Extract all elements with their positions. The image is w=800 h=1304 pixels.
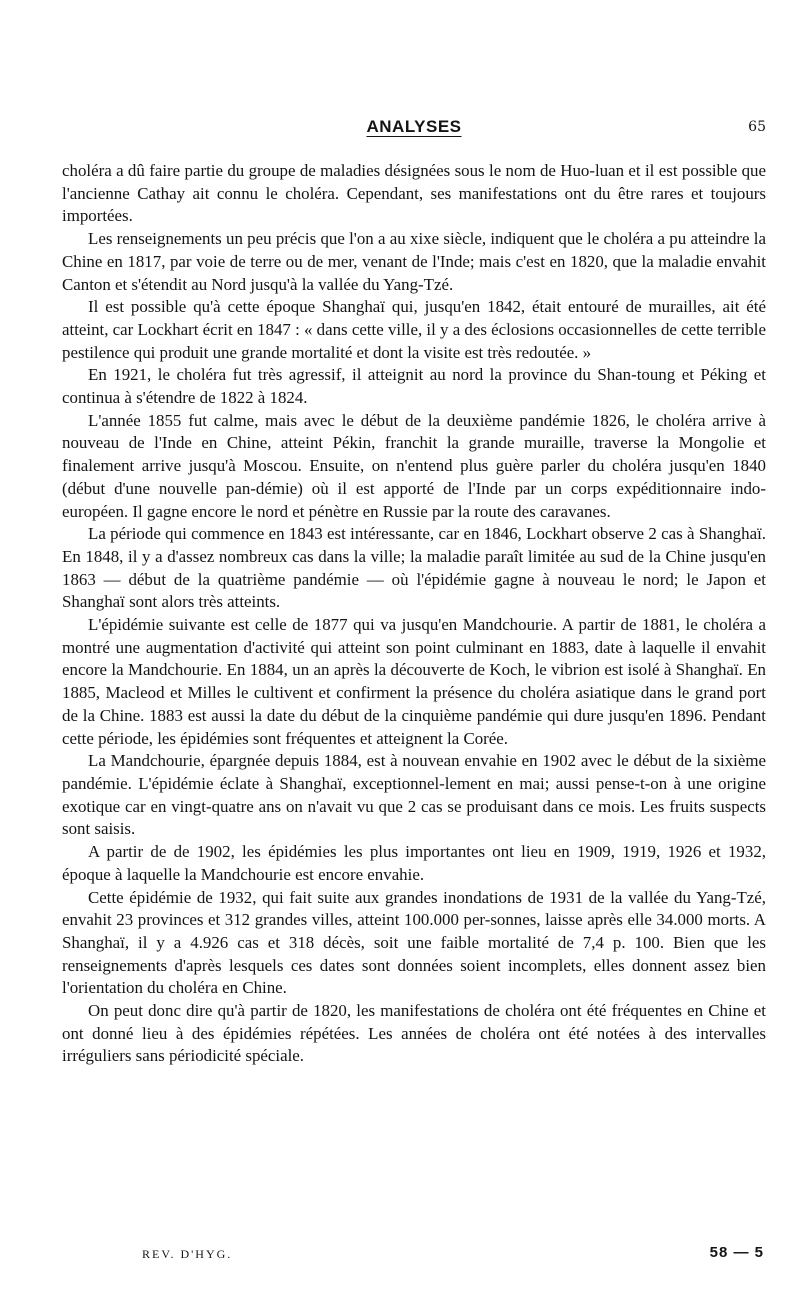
article-body <box>62 160 766 1068</box>
printer-signature: 58 — 5 <box>709 1244 764 1261</box>
paragraph-7: L'épidémie suivante est celle de 1877 qui va jusqu'en Mandchourie. A partir de 1881, le choléra a montré une augmentation d'activité qui atteint son point culminant en 1883, date à laquelle il envahit encore la Mandchourie. En 1884, un an après la découverte de Koch, le vibrion est isolé à Shanghaï. En 1885, Macleod et Milles le cultivent et confirment la présence du choléra asiatique dans le grand port de la Chine. 1883 est aussi la date du début de la cinquième pandémie qui dure jusqu'en 1896. Pendant cette période, les épidémies sont fréquentes et atteignent la Corée. <box>62 615 766 748</box>
journal-abbreviation: REV. D'HYG. <box>142 1247 233 1261</box>
paragraph-10: Cette épidémie de 1932, qui fait suite aux grandes inondations de 1931 de la vallée du Yang-Tzé, envahit 23 provinces et 312 grandes villes, atteint 100.000 per-sonnes, laisse après elle 34.000 morts. A Shanghaï, il y a 4.926 cas et 318 décès, soit une faible mortalité de 7,4 p. 100. Bien que les renseignements d'après lesquels ces dates sont données soient incomplets, elles donnent assez bien l'orientation du choléra en Chine. <box>62 887 766 998</box>
paragraph-4: En 1921, le choléra fut très agressif, il atteignit au nord la province du Shan-toung et Péking et continua à s'étendre de 1822 à 1824. <box>62 365 766 408</box>
section-title: ANALYSES <box>366 117 462 136</box>
running-header <box>62 117 766 143</box>
paragraph-3: Il est possible qu'à cette époque Shanghaï qui, jusqu'en 1842, était entouré de murailles, ait été atteint, car Lockhart écrit en 1847 : « dans cette ville, il y a des éclosions occasionnelles de cette terrible pestilence qui produit une grande mortalité et dont la visite est très redoutée. » <box>62 297 766 362</box>
page-number: 65 <box>748 119 766 135</box>
paragraph-5: L'année 1855 fut calme, mais avec le début de la deuxième pandémie 1826, le choléra arrive à nouveau de l'Inde en Chine, atteint Pékin, franchit la grande muraille, traverse la Mongolie et finalement arrive jusqu'à Moscou. Ensuite, on n'entend plus guère parler du choléra jusqu'en 1840 (début d'une nouvelle pan-démie) où il est apporté de l'Inde par un corps expéditionnaire indo-européen. Il gagne encore le nord et pénètre en Russie par la route des caravanes. <box>62 410 766 521</box>
page-footer <box>62 1244 766 1269</box>
paragraph-8: La Mandchourie, épargnée depuis 1884, est à nouvean envahie en 1902 avec le début de la sixième pandémie. L'épidémie éclate à Shanghaï, exceptionnel-lement en mai; aussi pense-t-on à une origine exotique car en vingt-quatre ans on n'avait vu que 2 cas se produisant dans ce mois. Les fruits suspects sont saisis. <box>62 751 766 839</box>
paragraph-2: Les renseignements un peu précis que l'on a au xixe siècle, indiquent que le choléra a pu atteindre la Chine en 1817, par voie de terre ou de mer, venant de l'Inde; mais c'est en 1820, que la maladie envahit Canton et s'étendit au Nord jusqu'à la vallée du Yang-Tzé. <box>62 229 766 294</box>
paragraph-6: La période qui commence en 1843 est intéressante, car en 1846, Lockhart observe 2 cas à Shanghaï. En 1848, il y a d'assez nombreux cas dans la ville; la maladie paraît limitée au sud de la Chine jusqu'en 1863 — début de la quatrième pandémie — où l'épidémie gagne à nouveau le nord; le Japon et Shanghaï sont alors très atteints. <box>62 524 766 612</box>
paragraph-9: A partir de de 1902, les épidémies les plus importantes ont lieu en 1909, 1919, 1926 et 1932, époque à laquelle la Mandchourie est encore envahie. <box>62 842 766 884</box>
paragraph-11: On peut donc dire qu'à partir de 1820, les manifestations de choléra ont été fréquentes en Chine et ont donné lieu à des épidémies répétées. Les années de choléra ont été notées à des intervalles irréguliers sans périodicité spéciale. <box>62 1001 766 1066</box>
paragraph-1: choléra a dû faire partie du groupe de maladies désignées sous le nom de Huo-luan et il est possible que l'ancienne Cathay ait connu le choléra. Cependant, ses manifestations ont du être rares et toujours importées. <box>62 161 766 226</box>
